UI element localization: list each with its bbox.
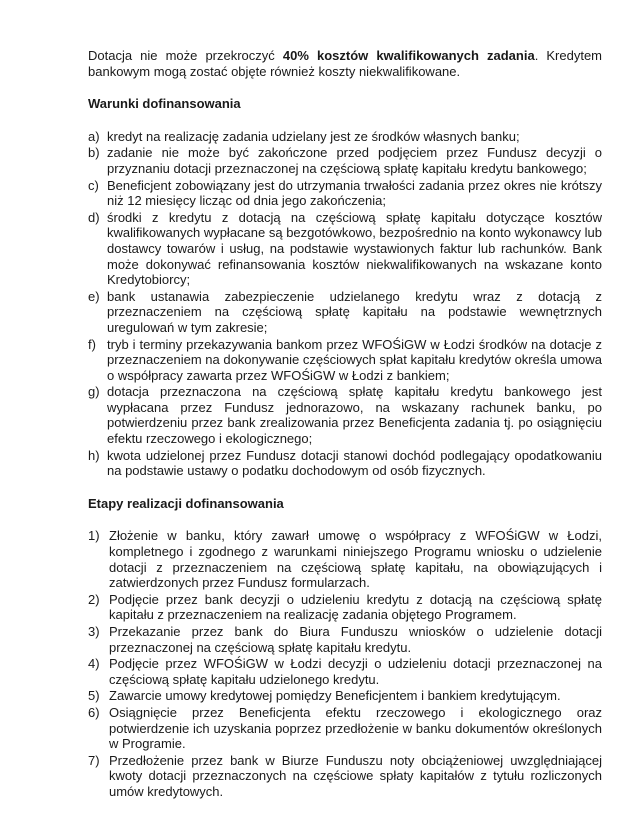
intro-text: Dotacja nie może przekroczyć [88,48,283,63]
list-marker: a) [88,128,100,144]
list-item-text: Podjęcie przez WFOŚiGW w Łodzi decyzji o udzieleniu dotacji przeznaczonej na częściową spłatę kapitału udzielonego kredytu. [109,656,602,687]
list-item-text: bank ustanawia zabezpieczenie udzielanego kredytu wraz z dotacją z przeznaczeniem na częściową spłatę kapitału na podstawie wewnętrznych uregulowań w tym zakresie; [107,288,602,335]
list-marker: 7) [88,752,100,768]
list-marker: d) [88,209,100,225]
document-page [88,48,602,817]
list-marker: g) [88,384,100,400]
intro-paragraph [88,48,602,79]
list-item-text: Podjęcie przez bank decyzji o udzieleniu kredytu z dotacją na częściową spłatę kapitału z przeznaczeniem na realizację zadania objętego Programem. [109,591,602,623]
list-item-text: Zawarcie umowy kredytowej pomiędzy Beneficjentem i bankiem kredytującym. [109,688,561,704]
list-marker: b) [88,145,100,161]
list-item-text: środki z kredytu z dotacją na częściową spłatę kapitału dotyczące kosztów kwalifikowanych wypłacane są bezgotówkowo, bezpośrednio na konto wykonawcy lub dostawcy towarów i usług, na podstawie wystawionych faktur lub rachunków. Bank może dokonywać refinansowania kosztów niekwalifikowanych na wskazane konto Kredytobiorcy; [107,209,602,288]
stage-item-1 [88,528,602,590]
condition-item-c [88,178,602,209]
list-item-text: dotacja przeznaczona na częściową spłatę kapitału kredytu bankowego jest wypłacana przez Fundusz jednorazowo, na wskazany rachunek banku, po potwierdzeniu przez bank zrealizowania przez Beneficjenta zadania tj. po osiągnięciu efektu rzeczowego i ekologicznego; [107,384,602,447]
stage-item-6 [88,705,602,752]
list-marker: e) [88,288,100,304]
list-item-text: Złożenie w banku, który zawarł umowę o współpracy z WFOŚiGW w Łodzi, kompletnego i zgodnego z warunkami niniejszego Programu wniosku o udzielenie dotacji z przeznaczeniem na częściową spłatę kapitału, na obowiązujących i zatwierdzonych przez Fundusz formularzach. [109,528,602,591]
list-item-text: kwota udzielonej przez Fundusz dotacji stanowi dochód podlegający opodatkowaniu na podstawie ustawy o podatku dochodowym od osób fizycznych. [107,447,602,479]
list-marker: 2) [88,591,100,607]
stages-heading: Etapy realizacji dofinansowania [88,495,284,511]
stage-item-5 [88,688,602,704]
condition-item-a [88,129,602,145]
conditions-heading: Warunki dofinansowania [88,96,241,112]
condition-item-h [88,448,602,479]
list-marker: h) [88,447,100,463]
list-item-text: tryb i terminy przekazywania bankom przez WFOŚiGW w Łodzi środków na dotacje z przeznaczeniem na dokonywanie częściowych spłat kapitału kredytów określa umowa o współpracy zawarta przez WFOŚiGW w Łodzi z bankiem; [107,336,602,383]
condition-item-f [88,337,602,384]
condition-item-d [88,210,602,288]
intro-bold-text: 40% kosztów kwalifikowanych zadania [282,48,535,63]
list-marker: 5) [88,688,100,704]
condition-item-b [88,145,602,176]
list-marker: 4) [88,656,100,672]
condition-item-e [88,289,602,336]
stage-item-4 [88,656,602,687]
list-marker: f) [88,336,96,352]
condition-item-g [88,384,602,446]
stage-item-7 [88,753,602,800]
list-marker: 6) [88,704,100,720]
list-item-text: Beneficjent zobowiązany jest do utrzymania trwałości zadania przez okres nie krótszy niż 12 miesięcy licząc od dnia jego zakończenia; [107,177,602,209]
list-marker: c) [88,177,99,193]
list-item-text: zadanie nie może być zakończone przed podjęciem przez Fundusz decyzji o przyznaniu dotacji przeznaczonej na częściową spłatę kapitału kredytu bankowego; [107,145,602,176]
list-item-text: Osiągnięcie przez Beneficjenta efektu rzeczowego i ekologicznego oraz potwierdzenie ich uzyskania poprzez przedłożenie w banku dokumentów określonych w Programie. [109,704,602,752]
list-marker: 1) [88,528,100,544]
list-marker: 3) [88,624,100,639]
stage-item-2 [88,592,602,623]
list-item-text: kredyt na realizację zadania udzielany jest ze środków własnych banku; [107,128,520,144]
stages-list [88,528,602,799]
intro-text-end: . Kredytem bankowym mogą zostać objęte również koszty niekwalifikowane. [88,48,603,79]
list-item-text: Przekazanie przez bank do Biura Funduszu wniosków o udzielenie dotacji przeznaczonej na częściową spłatę kapitału kredytu. [109,624,602,655]
stage-item-3 [88,624,602,655]
conditions-list [88,129,602,479]
list-item-text: Przedłożenie przez bank w Biurze Funduszu noty obciążeniowej uwzględniającej kwoty dotacji przeznaczonych na częściowe spłaty kapitałów z tytułu rozliczonych umów kredytowych. [109,752,602,799]
